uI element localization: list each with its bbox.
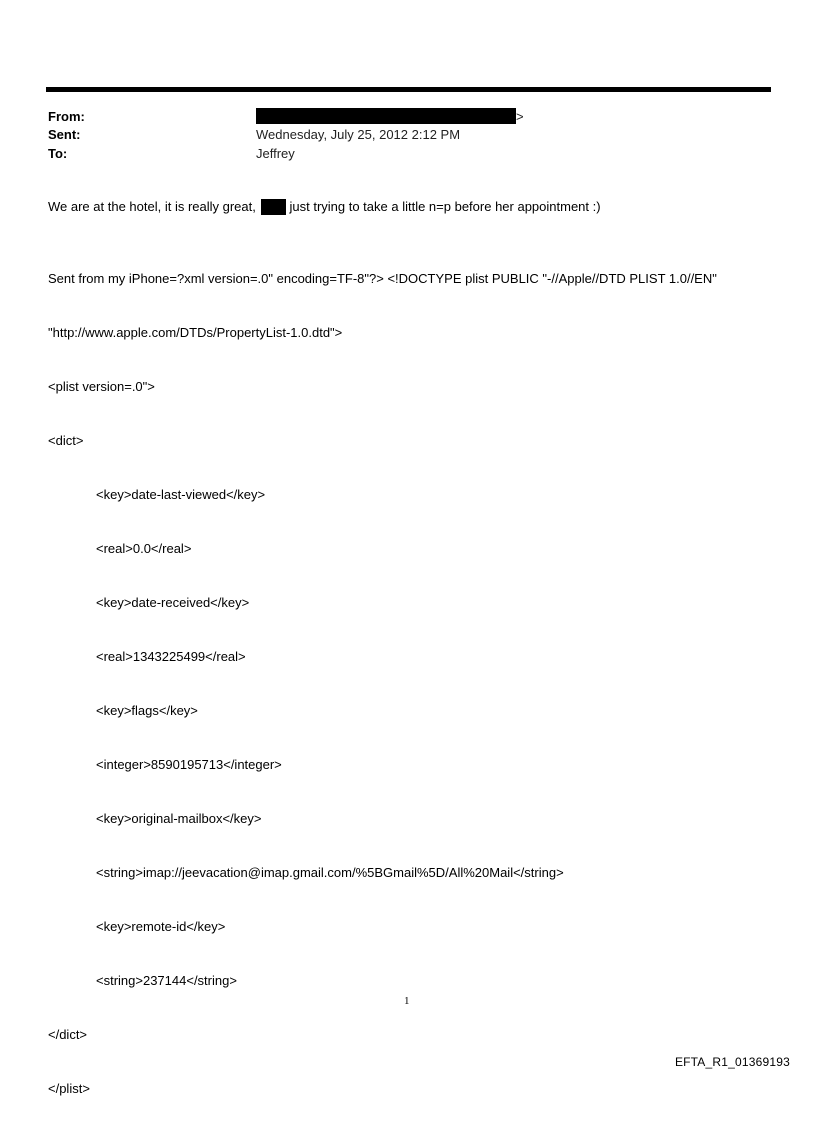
message-line xyxy=(48,198,768,216)
from-value xyxy=(256,107,524,126)
plist-line: <key>date-received</key> xyxy=(96,595,250,610)
plist-line: <integer>8590195713</integer> xyxy=(96,757,282,772)
plist-line: <real>1343225499</real> xyxy=(96,649,246,664)
sent-value: Wednesday, July 25, 2012 2:12 PM xyxy=(256,127,461,142)
redaction-bar xyxy=(256,108,516,124)
message-text-before: We are at the hotel, it is really great, xyxy=(48,199,260,214)
plist-line: <key>date-last-viewed</key> xyxy=(96,487,266,502)
plist-line: <string>imap://jeevacation@imap.gmail.com/%5BGmail%5D/All%20Mail</string> xyxy=(96,865,564,880)
plist-line: </plist> xyxy=(48,1081,90,1096)
plist-line: <real>0.0</real> xyxy=(96,541,192,556)
plist-line: Sent from my iPhone=?xml version=.0" encoding=TF-8"?> <!DOCTYPE plist PUBLIC "-//Apple//DTD PLIST 1.0//EN" xyxy=(48,271,717,286)
plist-line: "http://www.apple.com/DTDs/PropertyList-1.0.dtd"> xyxy=(48,325,343,340)
plist-line: <key>remote-id</key> xyxy=(96,919,226,934)
message-text-after: just trying to take a little n=p before her appointment :) xyxy=(289,199,601,214)
document-id: EFTA_R1_01369193 xyxy=(674,1055,790,1069)
redaction-bar xyxy=(261,199,286,215)
sent-row xyxy=(48,125,768,144)
header-rule xyxy=(46,87,771,92)
to-row xyxy=(48,144,768,163)
plist-line: <string>237144</string> xyxy=(96,973,237,988)
plist-line: <key>original-mailbox</key> xyxy=(96,811,262,826)
to-value: Jeffrey xyxy=(256,146,295,161)
from-row xyxy=(48,107,768,126)
from-value-suffix: > xyxy=(516,109,524,124)
page-number: 1 xyxy=(404,995,410,1007)
plist-line: <dict> xyxy=(48,433,84,448)
from-label: From: xyxy=(48,109,85,124)
to-label: To: xyxy=(48,146,68,161)
plist-line: <key>flags</key> xyxy=(96,703,198,718)
plist-line: </dict> xyxy=(48,1027,88,1042)
sent-label: Sent: xyxy=(48,127,81,142)
plist-line: <plist version=.0"> xyxy=(48,379,155,394)
